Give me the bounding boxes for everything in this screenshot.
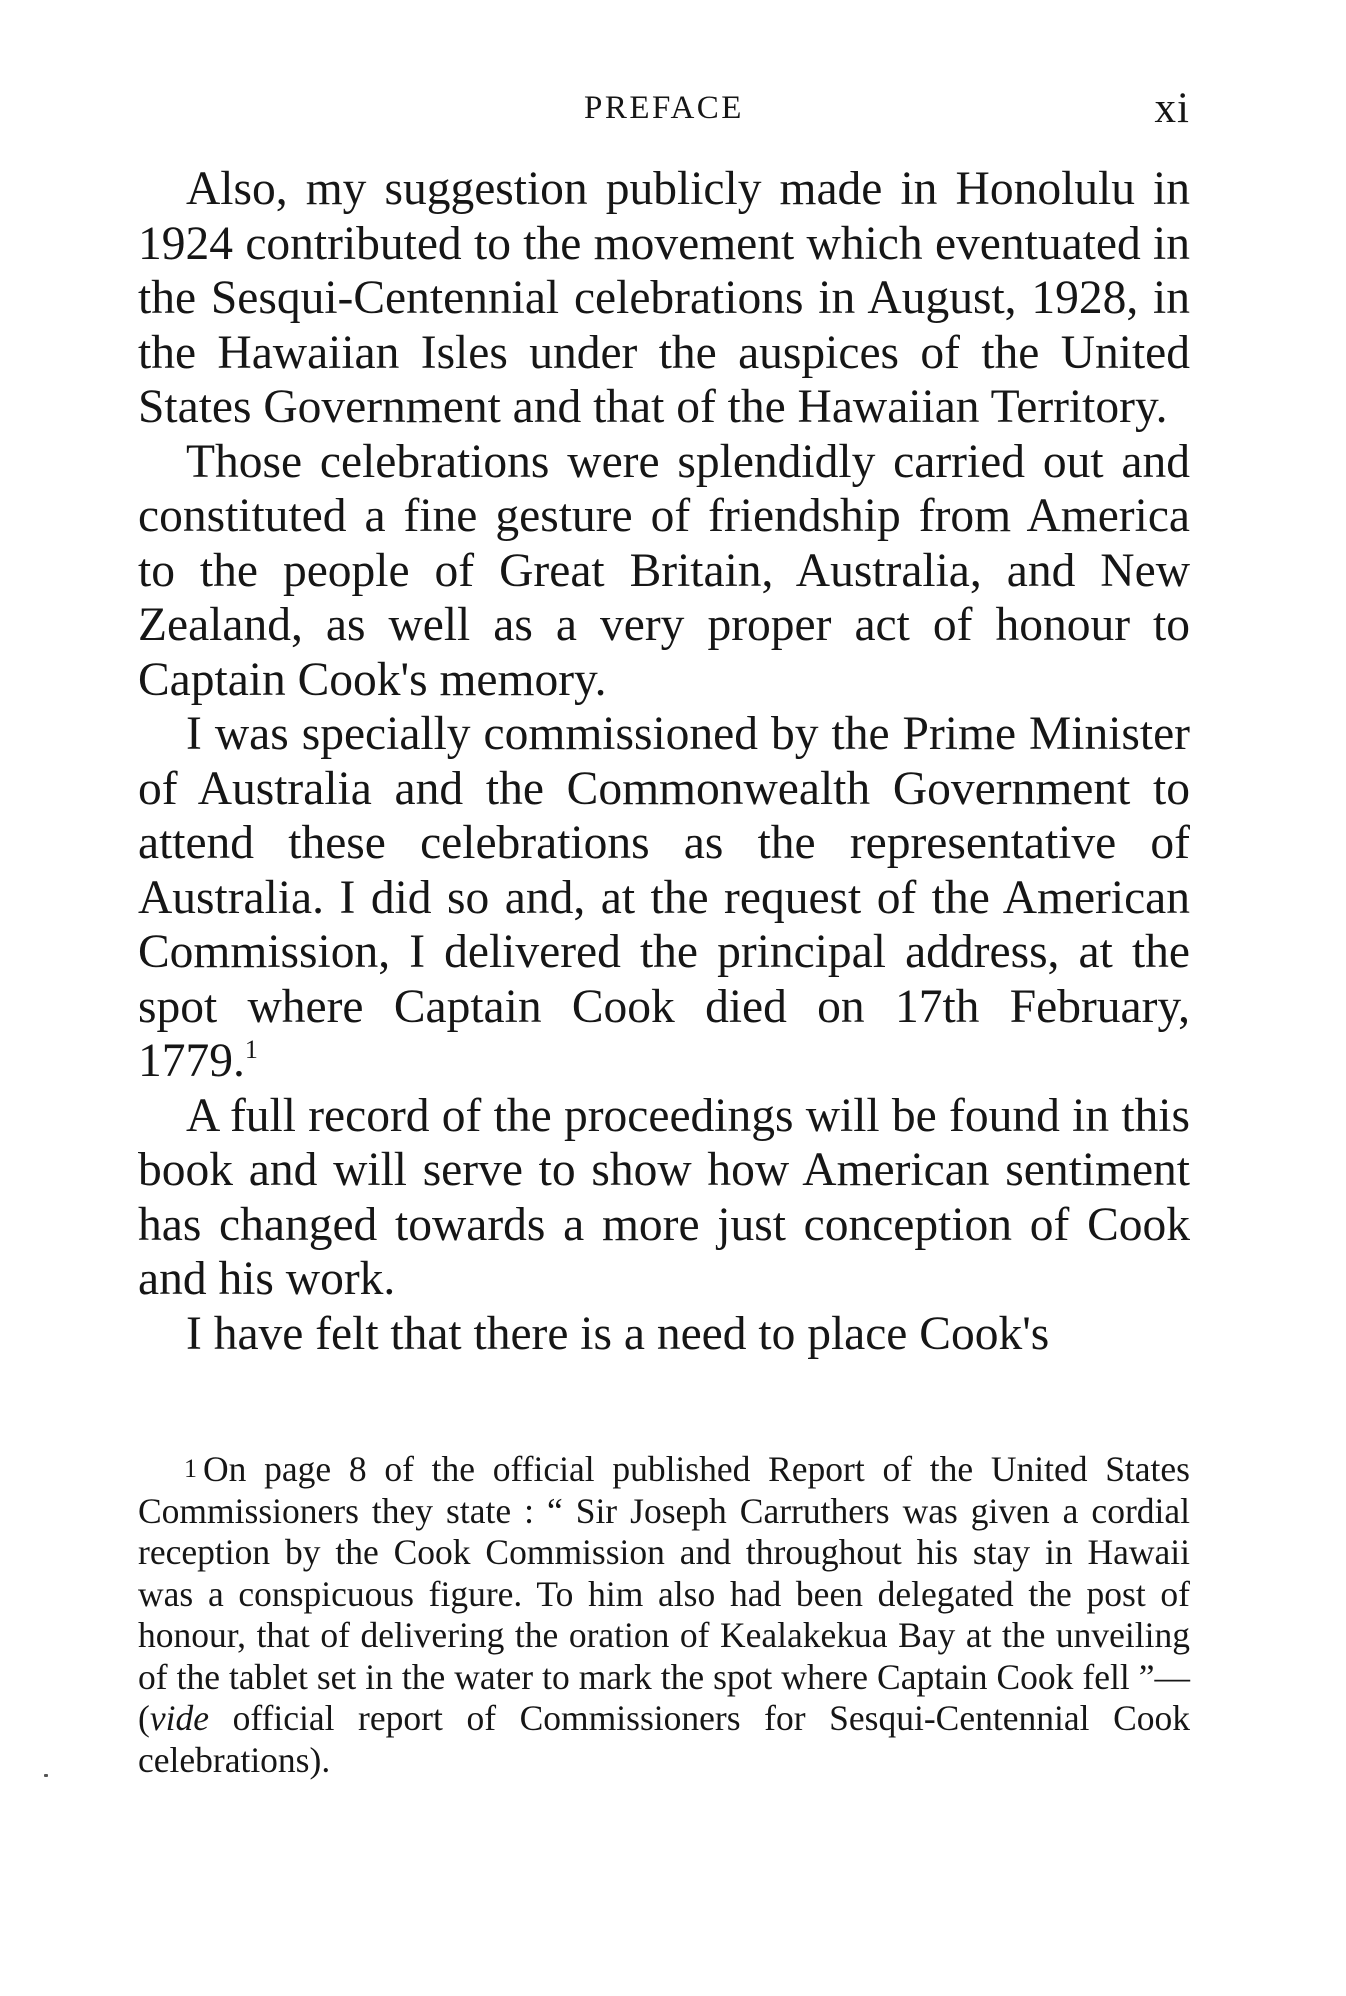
paragraph-text: Also, my suggestion publicly made in Honolulu in 1924 contributed to the movement which eventuated in the Sesqui-Centennial celebrations in August, 1928, in the Hawaiian Isles under the auspices of the United States Government and that of the Hawaiian Territory.	[138, 163, 1190, 433]
ink-speck	[44, 1774, 48, 1777]
body-text	[138, 162, 1190, 1361]
footnote-text: On page 8 of the official published Report of the United States Commissioners they state : “ Sir Joseph Carruthers was given a cordial reception by the Cook Commission and throughout his stay in Hawaii was a conspicuous figure. To him also had been delegated the post of honour, that of delivering the oration of Kealakekua Bay at the unveiling of the tablet set in the water to mark the spot where Captain Cook fell ”—(	[138, 1449, 1190, 1738]
paragraph	[138, 1089, 1190, 1307]
paragraph	[138, 1307, 1190, 1362]
footnote-italic-text: vide	[149, 1698, 209, 1738]
footnote-reference: 1	[244, 1035, 258, 1064]
paragraph	[138, 707, 1190, 1089]
paragraph-text: A full record of the proceedings will be found in this book and will serve to show how American sentiment has changed towards a more just conception of Cook and his work.	[138, 1089, 1190, 1305]
page-header	[138, 84, 1190, 136]
footnote-paragraph	[138, 1448, 1190, 1781]
page-number: xi	[1154, 85, 1190, 132]
paragraph	[138, 435, 1190, 708]
paragraph	[138, 162, 1190, 435]
footnote	[138, 1448, 1190, 1781]
paragraph-text: I have felt that there is a need to place Cook's	[186, 1307, 1050, 1360]
footnote-mark: 1	[184, 1454, 197, 1483]
running-title: PREFACE	[584, 90, 744, 126]
paragraph-text: I was specially commissioned by the Prime Minister of Australia and the Commonwealth Government to attend these celebrations as the representative of Australia. I did so and, at the request of the American Commission, I delivered the principal address, at the spot where Captain Cook died on 17th February, 1779.	[138, 708, 1190, 1087]
footnote-text-end: official report of Commissioners for Sesqui-Centennial Cook celebrations).	[138, 1698, 1190, 1780]
paragraph-text: Those celebrations were splendidly carried out and constituted a fine gesture of friendship from America to the people of Great Britain, Australia, and New Zealand, as well as a very proper act of honour to Captain Cook's memory.	[138, 435, 1190, 706]
